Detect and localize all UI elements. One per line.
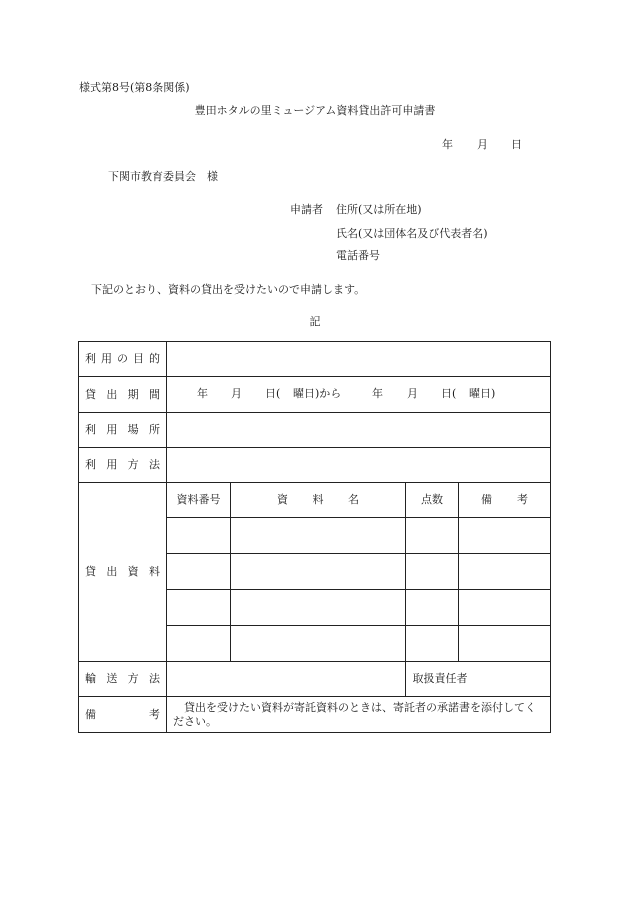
application-table (78, 341, 551, 733)
purpose-label: 利用の目的 (79, 342, 167, 377)
period-month2: 月 (407, 387, 418, 400)
materials-col-remarks: 備考 (459, 483, 551, 518)
addressee: 下関市教育委員会 様 (108, 170, 218, 183)
page-title: 豊田ホタルの里ミュージアム資料貸出許可申請書 (194, 104, 436, 117)
materials-col-count: 点数 (406, 483, 459, 518)
period-weekday2: 曜日) (469, 387, 496, 400)
materials-col-name: 資料名 (231, 483, 406, 518)
period-day1: 日( (265, 387, 281, 400)
materials-cell[interactable] (406, 518, 459, 554)
date-year-label: 年 (442, 138, 453, 151)
date-day-label: 日 (511, 138, 522, 151)
materials-cell[interactable] (231, 590, 406, 626)
transport-field[interactable] (167, 662, 406, 697)
handler-label: 取扱責任者 (412, 672, 468, 685)
applicant-address-field[interactable]: 住所(又は所在地) (336, 203, 422, 216)
remarks-label: 備考 (79, 697, 167, 733)
materials-cell[interactable] (167, 518, 231, 554)
materials-col-number: 資料番号 (167, 483, 231, 518)
materials-cell[interactable] (406, 626, 459, 662)
materials-cell[interactable] (231, 554, 406, 590)
materials-cell[interactable] (406, 590, 459, 626)
materials-label: 貸出資料 (79, 483, 167, 662)
method-label: 利用方法 (79, 448, 167, 483)
place-field[interactable] (167, 413, 551, 448)
materials-cell[interactable] (406, 554, 459, 590)
period-year2: 年 (372, 387, 383, 400)
materials-cell[interactable] (231, 518, 406, 554)
period-field[interactable] (167, 377, 551, 413)
ki-heading: 記 (309, 315, 321, 328)
materials-cell[interactable] (459, 518, 551, 554)
materials-cell[interactable] (459, 626, 551, 662)
remarks-text: 貸出を受けたい資料が寄託資料のときは、寄託者の承諾書を添付してください。 (167, 697, 551, 733)
materials-cell[interactable] (459, 554, 551, 590)
applicant-phone-field[interactable]: 電話番号 (336, 249, 380, 262)
method-field[interactable] (167, 448, 551, 483)
period-weekday1: 曜日)から (293, 387, 342, 400)
materials-cell[interactable] (167, 626, 231, 662)
applicant-name-field[interactable]: 氏名(又は団体名及び代表者名) (336, 227, 488, 240)
period-year1: 年 (197, 387, 208, 400)
handler-cell[interactable] (406, 662, 551, 697)
period-label: 貸出期間 (79, 377, 167, 413)
intro-text: 下記のとおり、資料の貸出を受けたいので申請します。 (91, 283, 366, 296)
form-number: 様式第8号(第8条関係) (79, 81, 190, 94)
materials-cell[interactable] (231, 626, 406, 662)
date-month-label: 月 (477, 138, 488, 151)
purpose-field[interactable] (167, 342, 551, 377)
applicant-label: 申請者 (290, 203, 323, 216)
materials-cell[interactable] (459, 590, 551, 626)
materials-cell[interactable] (167, 590, 231, 626)
materials-cell[interactable] (167, 554, 231, 590)
transport-label: 輸送方法 (79, 662, 167, 697)
period-month1: 月 (231, 387, 242, 400)
period-day2: 日( (441, 387, 457, 400)
place-label: 利用場所 (79, 413, 167, 448)
